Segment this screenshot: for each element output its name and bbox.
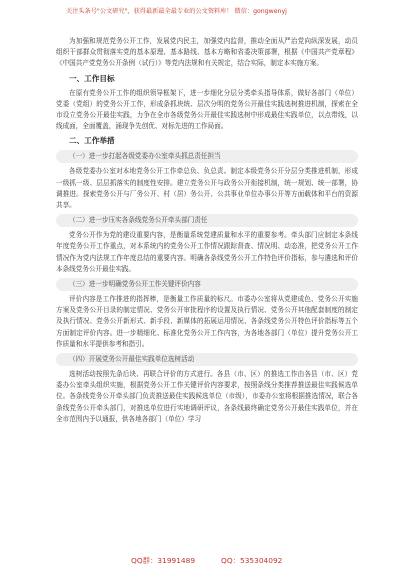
subheading-4: （四）开展党务公开最佳实践单位选树活动 bbox=[56, 353, 358, 366]
page-header bbox=[66, 7, 390, 16]
footer-qq-group: QQ群：31991489 bbox=[131, 556, 196, 565]
measure-1-paragraph: 各级党委办公室对本地党务公开工作牵总负、负总责。制定本级党务公开分层分类推进机制，形成一级抓一级、层层抓落实的制度性安排。建立党务公开与政务公开衔接机制，统一规划、统一部署，协调推进。探索党务公开与厂务公开、村（居）务公开、公共事业单位办事公开等方面载体和平台的资源共享。 bbox=[56, 167, 358, 210]
subheading-1: （一）进一步打起各级党委办公室牵头抓总责任担当 bbox=[56, 150, 358, 163]
intro-paragraph: 为加强和规范党务公开工作，发展党内民主，加强党内监督，推动全面从严治党向纵深发展，动员组织干部群众贯彻落实党的基本原理、基本路线、基本方略和省委决策部署，根据《中国共产党章程》《中国共产党党务公开条例（试行）》等党内法规和有关规定，结合实际，制定本实施方案。 bbox=[56, 37, 358, 68]
measure-4-paragraph: 选树活动按照先条后块、再联合评价的方式进行。各县（市、区）的推选工作由各县（市、区）党委办公室牵头组织实施，根据党务公开工作关键评价内容要求，按照条线分类推荐推送最佳实践候选单位。各条线党务公开牵头部门负责推送最佳实践候选单位（市级），市委办公室将根据推选情况，联合各条线党务公开牵头部门，对推选单位进行实地调研评议，各条线最终确定党务公开最佳实践单位，并在全市范围内予以通报，供各地各部门（单位）学习 bbox=[56, 370, 358, 423]
section-heading-goals: 一、工作目标 bbox=[69, 73, 115, 83]
section-heading-measures: 二、工作举措 bbox=[69, 136, 115, 146]
header-promo-text: 关注头条号"公文研究"，获得最新最全最专业的公文资料库！ 微信：gongwenyj bbox=[66, 8, 287, 15]
goals-paragraph: 在原有党务公开工作的组织领导框架下，进一步细化分层分类牵头指导体系，做好各部门（单位）党委（党组）的党务公开工作，形成条抓块统、层次分明的党务公开最佳实践选树推进机制，探索在全市设立党务公开最佳实践，力争在全市各级党务公开最佳实践选树中形成最佳实践单位，以点带线，以线成面，全面覆盖，涌现争先创优、对标先进的工作局面。 bbox=[56, 88, 358, 131]
document-body bbox=[56, 36, 358, 426]
measure-2-paragraph: 党务公开作为党的建设重要内容，是衡量系统党建质量和水平的重要参考。牵头部门应制定本条线年度党务公开工作重点，对本系统内的党务公开工作情况跟踪督查、情况明、动态准，把党务公开工作情况作为党内法规工作年度总结的重要内容。明确各条线党务公开工作特色评价指标，参与遴选和评价本条线党务公开最佳实践。 bbox=[56, 231, 358, 273]
footer-qq: QQ：535304092 bbox=[221, 556, 283, 565]
subheading-2: （二）进一步压实各条线党务公开牵头部门责任 bbox=[56, 214, 358, 227]
measure-3-paragraph: 评价内容是工作推进的指挥棒，是衡量工作质量的标尺。市委办公室将从党建成色、党务公开实施方案及党务公开目录的制定情况、党务公开审批程序的设置及执行情况、党务公开其他配套制度的制定及执行情况、党务公开新形式、新手段、新媒体的拓展运用情况、各条线党务公开特色评价指标等五个方面制定评价内容。进一步精细化、标准化党务公开工作内容，为各地各部门（单位）提升党务公开工作质量和水平提供参考和指引。 bbox=[56, 295, 358, 348]
subheading-3: （三）进一步明确党务公开工作关键评价内容 bbox=[56, 278, 358, 291]
